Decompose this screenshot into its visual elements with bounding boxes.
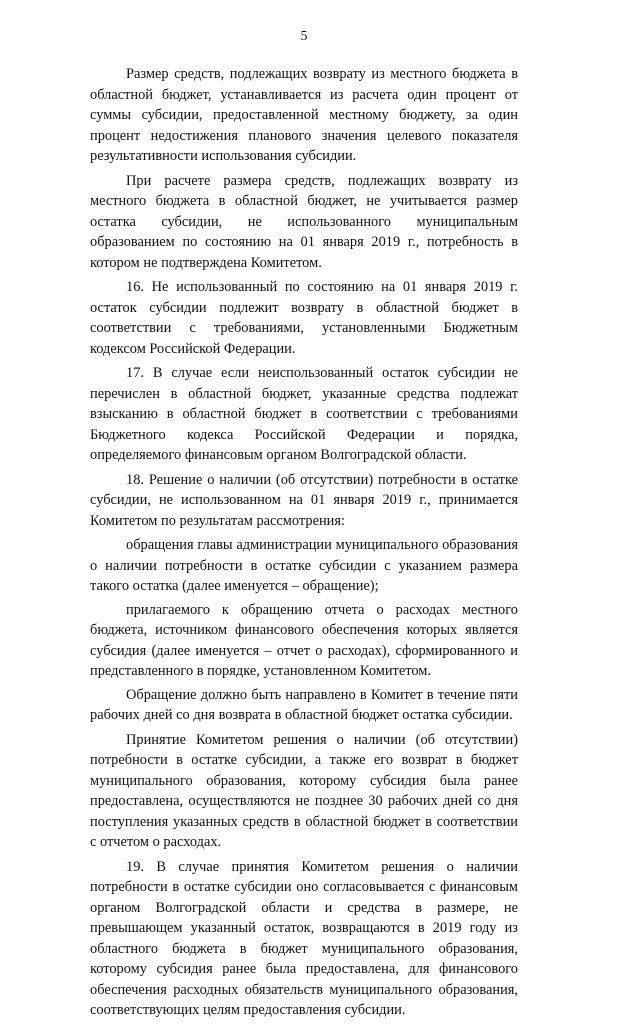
- paragraph-item-17: 17. В случае если неиспользованный остаток субсидии не перечислен в областной бюджет, указанные средства подлежат взысканию в областной бюджет в соответствии с требованиями Бюджетного кодекса Российской Федерации и порядка, определяемого финансовым органом Волгоградской области.: [90, 365, 518, 463]
- paragraph-item-18: 18. Решение о наличии (об отсутствии) потребности в остатке субсидии, не использованном на 01 января 2019 г., принимается Комитетом по результатам рассмотрения:: [90, 471, 518, 529]
- paragraph-item-19: 19. В случае принятия Комитетом решения о наличии потребности в остатке субсидии оно согласовывается с финансовым органом Волгоградской области и средства в размере, не превышающем указанный остаток, возвращаются в 2019 году из областного бюджета в бюджет муниципального образования, которому субсидия ранее была предоставлена, для финансового обеспечения расходных обязательств муниципального образования, соответствующих целям предоставления субсидии.: [90, 858, 518, 1018]
- paragraph-appeal: обращения главы администрации муниципального образования о наличии потребности в остатке субсидии с указанием размера такого остатка (далее именуется – обращение);: [90, 537, 518, 594]
- paragraph-expense-report: прилагаемого к обращению отчета о расходах местного бюджета, источником финансового обеспечения которых является субсидия (далее именуется – отчет о расходах), сформированного и представленного в порядке, установленном Комитетом.: [90, 601, 518, 679]
- paragraph-decision-deadline: Принятие Комитетом решения о наличии (об отсутствии) потребности в остатке субсидии, а также его возврат в бюджет муниципального образования, которому субсидия была ранее предоставлена, осуществляются не позднее 30 рабочих дней со дня поступления указанных средств в областной бюджет в соответствии с отчетом о расходах.: [90, 731, 518, 850]
- paragraph-appeal-deadline: Обращение должно быть направлено в Комитет в течение пяти рабочих дней со дня возврата в областной бюджет остатка субсидии.: [90, 686, 518, 723]
- paragraph-refund-amount: Размер средств, подлежащих возврату из местного бюджета в областной бюджет, устанавливается из расчета один процент от суммы субсидии, предоставленной местному бюджету, за один процент недостижения планового значения целевого показателя результативности использования субсидии.: [90, 66, 518, 164]
- paragraph-item-16: 16. Не использованный по состоянию на 01 января 2019 г. остаток субсидии подлежит возврату в областной бюджет в соответствии с требованиями, установленными Бюджетным кодексом Российской Федерации.: [90, 279, 518, 357]
- page-number: 5: [300, 29, 308, 44]
- document-page: [90, 28, 518, 1025]
- paragraph-refund-calculation: При расчете размера средств, подлежащих возврату из местного бюджета в областной бюджет, не учитывается размер остатка субсидии, не использованного муниципальным образованием по состоянию на 01 января 2019 г., потребность в котором не подтверждена Комитетом.: [90, 172, 518, 271]
